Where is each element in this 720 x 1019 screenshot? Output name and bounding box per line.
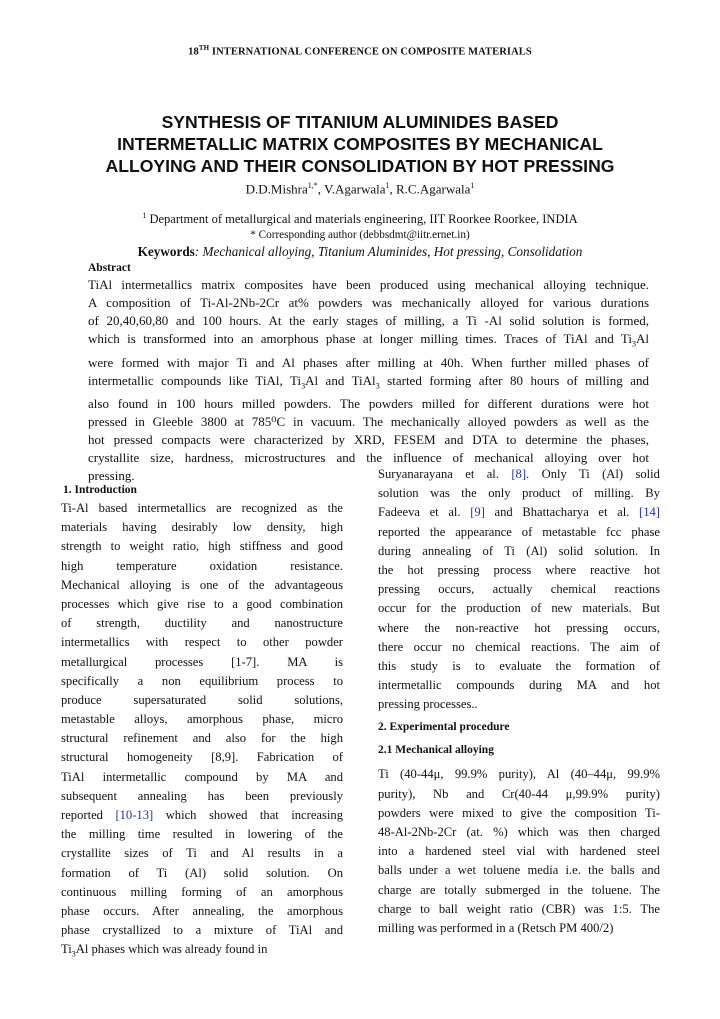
abstract-line: also found in 100 hours milled powders. The powders milled for different durations were hot	[88, 396, 649, 412]
body-line: charge to ball weight ratio (CBR) was 1:5. The	[378, 901, 660, 916]
body-line: materials having desirably low density, high	[61, 520, 343, 535]
body-line: pressing processes..	[378, 697, 478, 712]
abstract-line: TiAl intermetallics matrix composites have been produced using mechanical alloying technique.	[88, 277, 649, 292]
body-line: powders were mixed to give the composition Ti-	[378, 805, 660, 820]
subsection-heading: 2.1 Mechanical alloying	[378, 744, 494, 757]
body-line: continuous milling forming of an amorphous	[61, 884, 343, 899]
left-column	[61, 482, 343, 960]
abstract-line: A composition of Ti-Al-2Nb-2Cr at% powders was mechanically alloyed for various durations	[88, 295, 649, 310]
body-line: into a hardened steel vial with hardened steel	[378, 844, 660, 859]
keywords: Keywords: Mechanical alloying, Titanium Aluminides, Hot pressing, Consolidation	[137, 244, 583, 259]
body-line: where the non-reactive hot pressing occurs,	[378, 620, 660, 635]
title-line: SYNTHESIS OF TITANIUM ALUMINIDES BASED	[161, 112, 559, 132]
body-line: high temperature oxidation resistance.	[61, 558, 343, 573]
body-line: produce supersaturated solid solutions,	[61, 692, 343, 707]
title-line: ALLOYING AND THEIR CONSOLIDATION BY HOT PRESSING	[105, 156, 615, 176]
body-line: the hot pressing process where reactive hot	[378, 562, 660, 577]
abstract-line: intermetallic compounds like TiAl, $Ti_3Al$ and TiAl$_3$ started forming after 80 hours of milling and	[88, 372, 649, 391]
body-line: intermetallics with respect to other powder	[61, 635, 343, 650]
body-line: Fadeeva et al. [9] and Bhattacharya et al. [14]	[378, 505, 660, 520]
body-line: crystallite sizes of Ti and Al results in a	[61, 846, 343, 861]
body-line: during annealing of Ti (Al) solid solution. In	[378, 543, 660, 558]
abstract-line: pressing.	[88, 468, 135, 484]
body-line: processes which give rise to a good combination	[61, 596, 343, 611]
affiliation: $^1$ Department of metallurgical and materials engineering, IIT Roorkee Roorkee, INDIA	[142, 211, 578, 227]
body-line: Ti-Al based intermetallics are recognized as the	[61, 501, 343, 515]
body-line: 48-Al-2Nb-2Cr (at. %) which was then charged	[378, 825, 660, 839]
corresponding-author: * Corresponding author (debbsdmt@iitr.ernet.in)	[250, 229, 470, 241]
body-line: strength to weight ratio, high stiffness and good	[61, 539, 343, 554]
body-line: phase occurs. After annealing, the amorphous	[61, 903, 343, 918]
abstract-line: which is transformed into an amorphous phase at longer milling times. Traces of TiAl and $Ti_3Al$	[88, 331, 649, 349]
conference-header: 18TH INTERNATIONAL CONFERENCE ON COMPOSITE MATERIALS	[188, 44, 532, 58]
abstract-heading: Abstract	[88, 262, 131, 274]
body-line: Ti (40-44μ, 99.9% purity), Al (40–44μ, 99.9%	[378, 767, 660, 782]
body-line: of strength, ductility and nanostructure	[61, 616, 343, 631]
body-line: balls under a wet toluene media i.e. the balls and	[378, 863, 660, 878]
body-line: this study is to evaluate the formation of	[378, 658, 660, 673]
body-line: Mechanical alloying is one of the advantageous	[61, 577, 343, 592]
abstract-line: of 20,40,60,80 and 100 hours. At the early stages of milling, a Ti -Al solid solution is formed,	[88, 313, 649, 328]
body-line: intermetallic compounds during MA and hot	[378, 678, 660, 693]
body-line: reported [10-13] which showed that increasing	[61, 808, 344, 822]
body-line: $Ti_3Al$ phases which was already found in	[61, 942, 268, 959]
body-line: specifically a non equilibrium process to	[61, 673, 343, 688]
abstract-line: were formed with major Ti and Al phases after milling at 40h. When further milled phases of	[88, 354, 649, 370]
body-line: phase crystallized to a mixture of TiAl and	[61, 923, 343, 938]
body-line: reported the appearance of metastable fcc phase	[378, 524, 660, 539]
body-line: metastable alloys, amorphous phase, micro	[61, 712, 343, 727]
section-heading: 2. Experimental procedure	[378, 721, 510, 734]
body-line: solution was the only product of milling. By	[378, 486, 660, 501]
abstract-body	[88, 276, 649, 485]
title-line: INTERMETALLIC MATRIX COMPOSITES BY MECHANICAL	[117, 134, 603, 154]
right-column	[378, 465, 660, 938]
body-line: TiAl intermetallic compound by MA and	[61, 769, 343, 784]
body-line: the milling time resulted in lowering of the	[61, 827, 343, 842]
body-line: there occur no chemical reactions. The aim of	[378, 639, 660, 654]
body-line: metallurgical processes [1-7]. MA is	[61, 654, 343, 669]
body-line: structural refinement and also for the high	[61, 731, 343, 746]
body-line: subsequent annealing has been previously	[61, 788, 343, 803]
body-line: Suryanarayana et al. [8]. Only Ti (Al) solid	[378, 467, 660, 481]
body-line: pressing occurs, actually chemical reactions	[378, 582, 660, 597]
body-line: formation of Ti (Al) solid solution. On	[61, 865, 343, 880]
abstract-line: crystallite size, hardness, microstructures and the influence of mechanical alloying over hot	[88, 450, 649, 466]
abstract-line: pressed in Gleeble 3800 at 785⁰C in vacuum. The mechanically alloyed powders as well as the	[88, 414, 649, 430]
abstract-line: hot pressed compacts were characterized by XRD, FESEM and DTA to determine the phases,	[88, 432, 649, 448]
authors: D.D.Mishra$^{1,*}$, V.Agarwala$^1$, R.C.Agarwala$^1$	[245, 181, 475, 197]
body-line: occur for the production of new materials. But	[378, 601, 660, 616]
body-line: purity), Nb and Cr(40-44 μ,99.9% purity)	[378, 786, 660, 801]
body-line: structural homogeneity [8,9]. Fabrication of	[61, 750, 343, 765]
body-line: milling was performed in a (Retsch PM 400/2)	[378, 920, 614, 935]
paper-title	[60, 111, 660, 177]
body-line: charge are totally submerged in the toluene. The	[378, 882, 660, 897]
section-heading: 1. Introduction	[63, 484, 137, 496]
